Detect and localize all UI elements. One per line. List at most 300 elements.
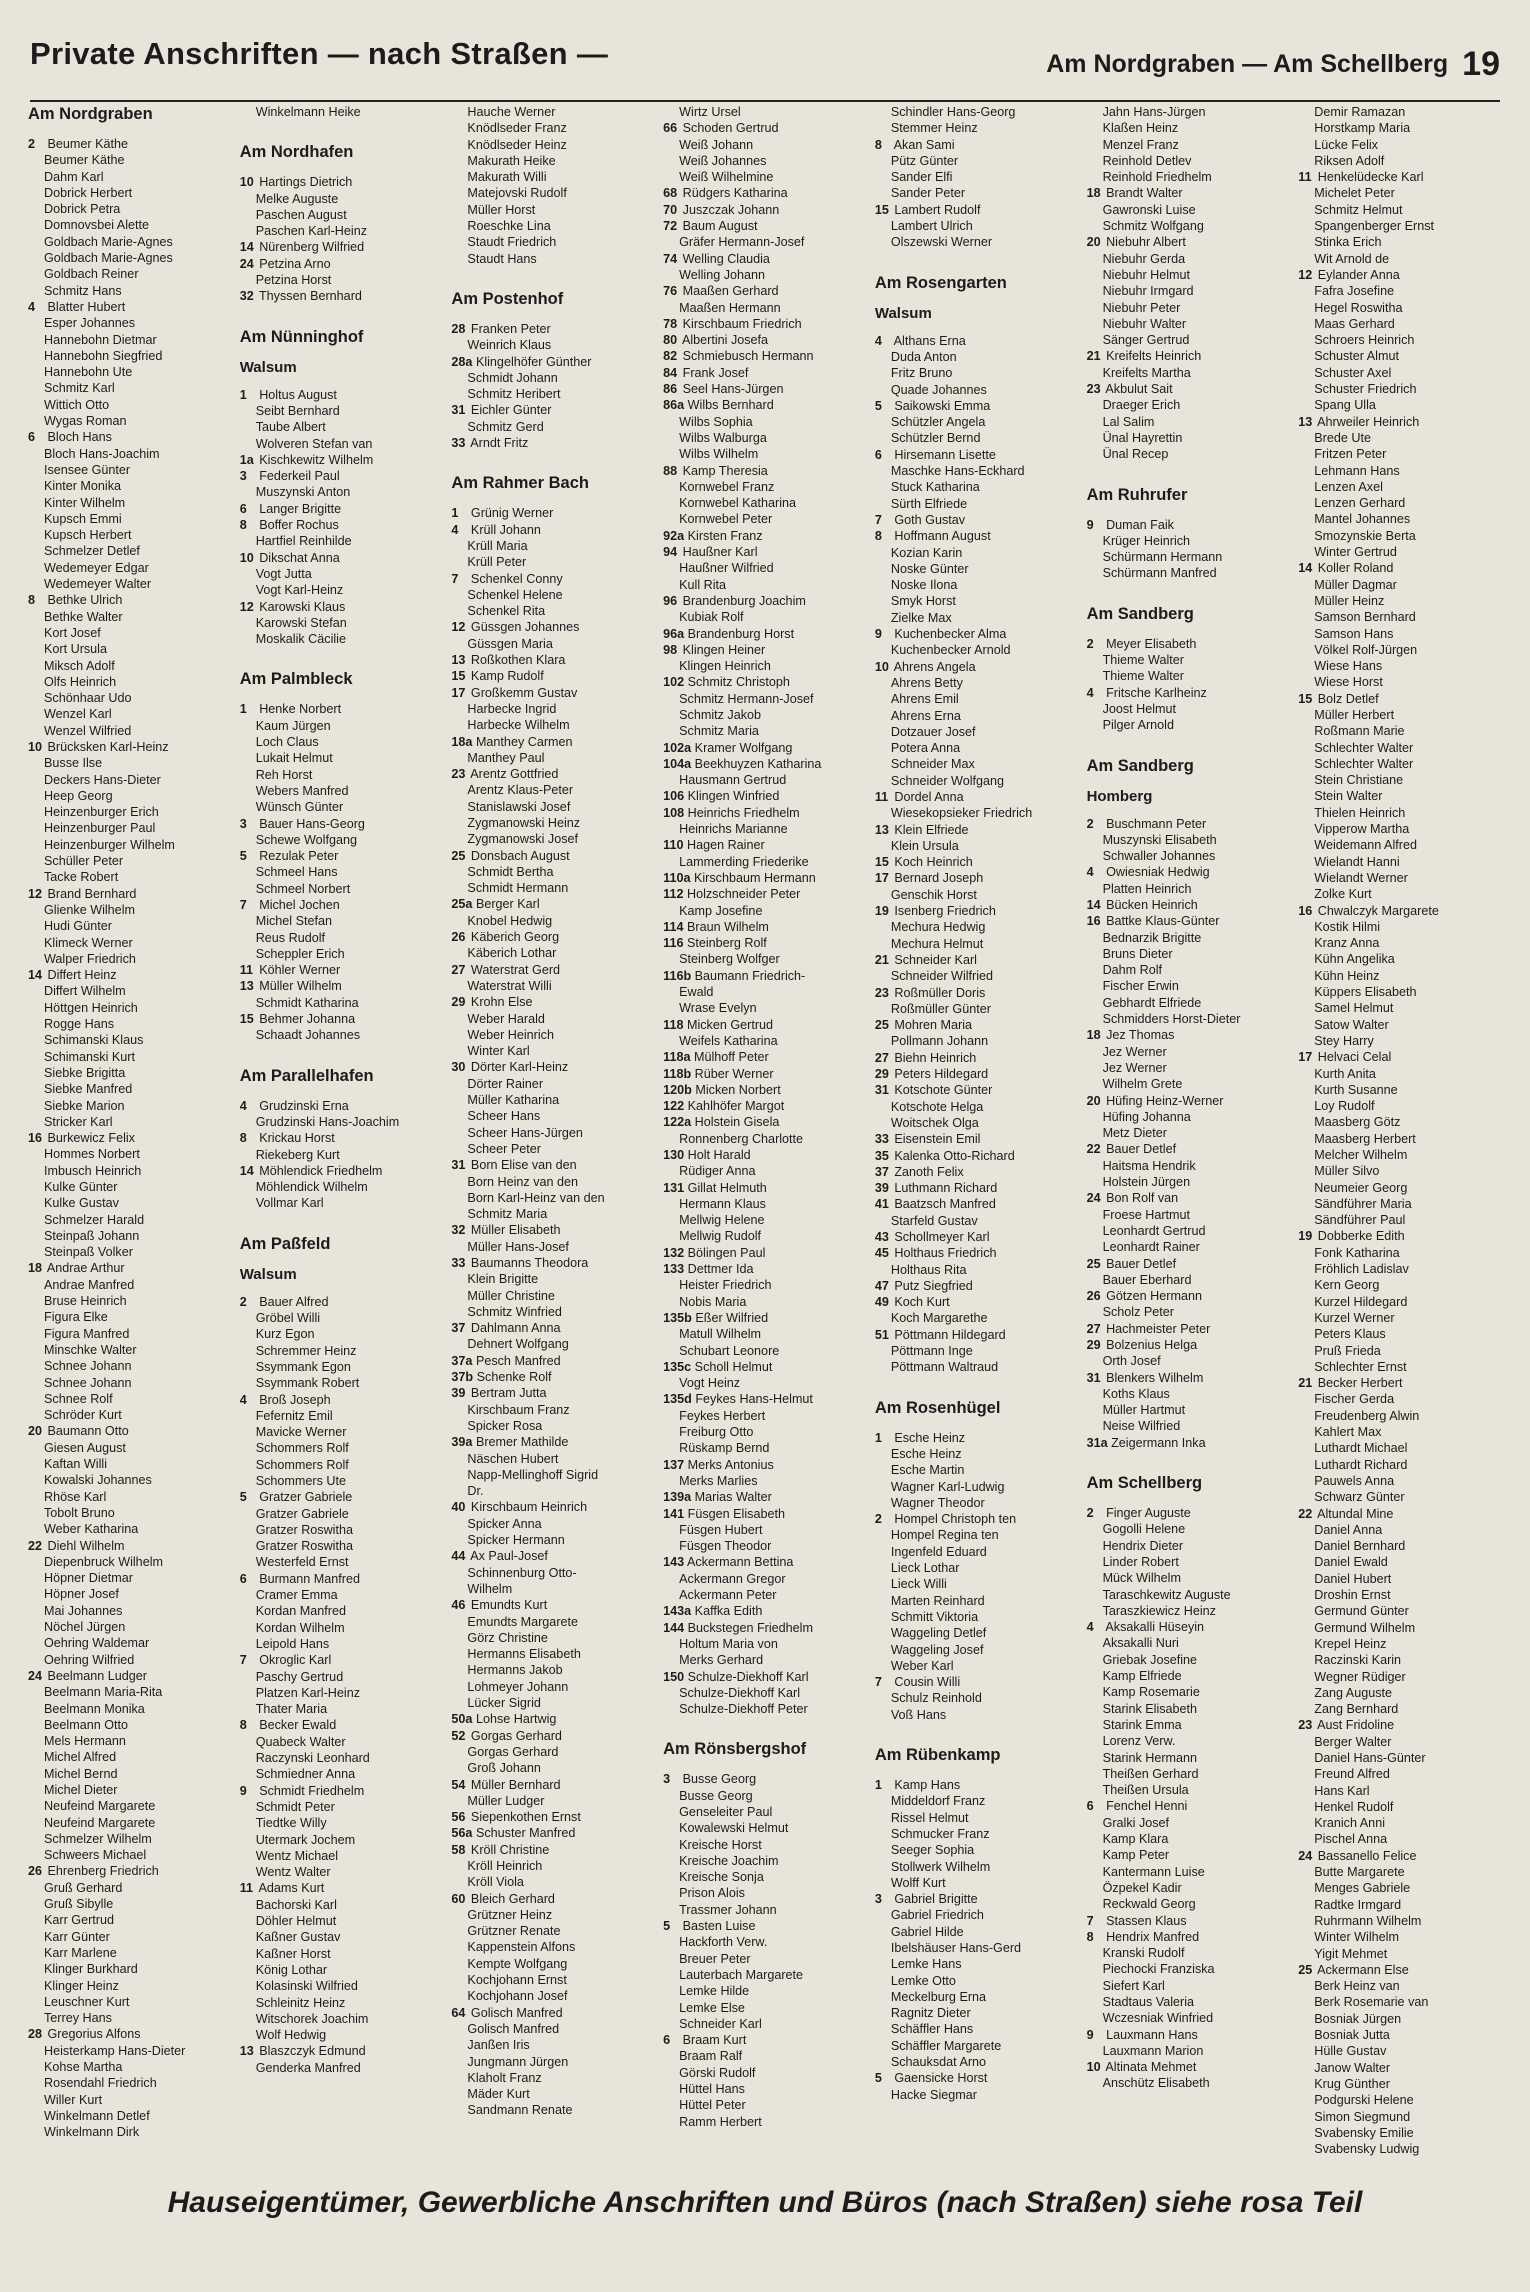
resident-entry (1087, 1044, 1293, 1060)
resident-entry (451, 717, 657, 733)
resident-entry (663, 1033, 869, 1049)
resident-name: Roßmüller Doris (894, 985, 986, 1000)
resident-name: Käberich Lothar (467, 946, 557, 961)
resident-name: Golisch Manfred (467, 2021, 560, 2036)
resident-name: Gralki Josef (1102, 1815, 1170, 1830)
house-number: 37a (451, 1353, 473, 1368)
resident-entry (875, 789, 1081, 805)
resident-name: Wrase Evelyn (679, 1001, 757, 1016)
resident-entry (451, 1646, 657, 1662)
resident-name: Schützler Bernd (890, 431, 981, 446)
resident-entry (875, 1017, 1081, 1033)
resident-entry (451, 1402, 657, 1418)
resident-name: Luthardt Richard (1314, 1457, 1408, 1472)
resident-entry (240, 767, 446, 783)
resident-entry (663, 544, 869, 560)
resident-name: Möhlendick Friedhelm (259, 1163, 383, 1178)
resident-name: Kirsten Franz (687, 528, 763, 543)
resident-name: Gebhardt Elfriede (1102, 995, 1202, 1010)
resident-name: Melke Auguste (255, 191, 339, 206)
house-number: 116b (663, 968, 692, 983)
resident-entry (663, 267, 869, 283)
house-number: 15 (239, 1012, 254, 1027)
street-heading: Am Rahmer Bach (451, 474, 589, 493)
resident-entry (451, 120, 657, 136)
resident-entry (240, 1506, 446, 1522)
resident-entry (240, 566, 446, 582)
house-number: 12 (28, 886, 43, 901)
resident-name: Wittich Otto (44, 397, 110, 412)
resident-name: Beekhuyzen Katharina (694, 756, 822, 771)
resident-entry (451, 1434, 657, 1450)
resident-entry (1298, 1815, 1504, 1831)
resident-name: Müller Dagmar (1314, 577, 1397, 592)
resident-entry (875, 545, 1081, 561)
resident-name: Dikschat Anna (259, 550, 340, 565)
resident-entry (1087, 1929, 1293, 1945)
resident-entry (1298, 1261, 1504, 1277)
resident-name: Sürth Elfriede (890, 496, 968, 511)
street-heading: Am Rönsbergshof (663, 1740, 807, 1759)
resident-name: Schützler Angela (890, 415, 986, 430)
resident-entry (240, 1978, 446, 1994)
resident-name: Taraschkewitz Auguste (1102, 1587, 1231, 1602)
resident-name: Wedemeyer Edgar (44, 560, 149, 575)
resident-entry (875, 2005, 1081, 2021)
resident-entry (875, 1527, 1081, 1543)
resident-entry (451, 815, 657, 831)
resident-name: Näschen Hubert (467, 1451, 559, 1466)
resident-name: Raczynski Leonhard (255, 1751, 370, 1766)
resident-name: Kupsch Emmi (44, 511, 122, 526)
resident-entry (240, 783, 446, 799)
resident-entry (28, 1375, 234, 1391)
resident-entry (1087, 1223, 1293, 1239)
resident-name: Manthey Carmen (475, 734, 573, 749)
resident-entry (663, 120, 869, 136)
resident-name: Schmelzer Wilhelm (44, 1831, 152, 1846)
resident-entry (1298, 381, 1504, 397)
resident-name: Makurath Heike (467, 153, 556, 168)
house-number: 24 (239, 256, 254, 271)
resident-name: Germund Günter (1314, 1604, 1409, 1619)
resident-name: Steinpaß Volker (44, 1245, 133, 1260)
resident-entry (1298, 365, 1504, 381)
resident-entry (28, 217, 234, 233)
resident-name: Imbusch Heinrich (44, 1163, 142, 1178)
resident-name: Reinhold Detlev (1102, 153, 1192, 168)
resident-name: Brandt Walter (1106, 186, 1183, 201)
resident-name: Pöttmann Hildegard (894, 1327, 1006, 1342)
resident-name: Nöchel Jürgen (44, 1620, 126, 1635)
resident-name: Esche Martin (890, 1463, 965, 1478)
resident-entry (240, 978, 446, 994)
house-number: 11 (874, 789, 889, 804)
resident-entry (663, 1310, 869, 1326)
resident-name: Differt Wilhelm (44, 984, 126, 999)
resident-name: Kaftan Willi (44, 1457, 107, 1472)
resident-entry (663, 316, 869, 332)
resident-entry (663, 1603, 869, 1619)
resident-name: Ewald (679, 985, 714, 1000)
resident-entry (1087, 1304, 1293, 1320)
house-number: 104a (663, 756, 692, 771)
resident-entry (451, 435, 657, 451)
resident-name: Weber Harald (467, 1011, 545, 1026)
resident-name: Bloch Hans (47, 430, 112, 445)
resident-entry (1087, 1815, 1293, 1831)
house-number: 86 (663, 382, 678, 397)
resident-name: Rhöse Karl (44, 1489, 107, 1504)
resident-entry (1298, 756, 1504, 772)
resident-name: Becker Herbert (1317, 1376, 1403, 1391)
resident-entry (28, 462, 234, 478)
house-number: 23 (451, 767, 466, 782)
resident-name: Bednarzik Brigitte (1102, 930, 1202, 945)
resident-name: Wolff Kurt (890, 1875, 946, 1890)
resident-name: Schubart Leonore (679, 1343, 780, 1358)
resident-entry (28, 967, 234, 983)
resident-entry (1298, 1359, 1504, 1375)
resident-entry (875, 479, 1081, 495)
resident-entry (663, 674, 869, 690)
resident-entry (451, 1842, 657, 1858)
house-number: 51 (874, 1327, 889, 1342)
resident-entry (451, 218, 657, 234)
resident-entry (663, 1837, 869, 1853)
resident-entry (1087, 1994, 1293, 2010)
resident-name: Micken Norbert (695, 1082, 781, 1097)
resident-name: Nürenberg Wilfried (259, 240, 365, 255)
resident-entry (663, 1902, 869, 1918)
resident-name: Schmitz Hermann-Josef (679, 691, 814, 706)
resident-name: Jez Werner (1102, 1044, 1167, 1059)
resident-entry (451, 668, 657, 684)
resident-entry (1298, 2060, 1504, 2076)
house-number: 130 (663, 1148, 685, 1162)
resident-entry (663, 463, 869, 479)
resident-name: Starink Hermann (1102, 1750, 1198, 1765)
resident-entry (1087, 2010, 1293, 2026)
resident-name: Thater Maria (255, 1702, 328, 1717)
resident-name: Pütz Günter (890, 153, 959, 168)
resident-name: Seeger Sophia (890, 1843, 975, 1858)
resident-name: Sänger Gertrud (1102, 333, 1190, 348)
resident-entry (28, 1815, 234, 1831)
house-number: 133 (663, 1262, 685, 1277)
house-number: 25a (451, 897, 473, 912)
house-number: 74 (663, 251, 678, 266)
resident-name: Marias Walter (694, 1490, 772, 1505)
resident-name: Kahlhöfer Margot (687, 1099, 785, 1114)
resident-name: Dettmer Ida (687, 1262, 754, 1277)
resident-name: Kröll Christine (470, 1842, 550, 1857)
resident-entry (875, 1989, 1081, 2005)
resident-entry (240, 1098, 446, 1114)
resident-name: Spicker Hermann (467, 1533, 565, 1548)
resident-entry (28, 446, 234, 462)
resident-name: Thieme Walter (1102, 669, 1184, 684)
resident-entry (451, 321, 657, 337)
resident-entry (1087, 1603, 1293, 1619)
resident-entry (663, 577, 869, 593)
resident-entry (663, 1522, 869, 1538)
house-number: 8 (1086, 1929, 1094, 1944)
resident-entry (1298, 772, 1504, 788)
resident-entry (451, 1695, 657, 1711)
resident-name: Holzschneider Peter (686, 887, 801, 902)
resident-name: Eisenstein Emil (894, 1132, 981, 1147)
resident-entry (240, 1766, 446, 1782)
resident-entry (1298, 185, 1504, 201)
resident-name: Holstein Gisela (694, 1115, 780, 1130)
resident-entry (451, 1499, 657, 1515)
resident-entry (28, 478, 234, 494)
house-number: 118b (663, 1066, 692, 1081)
resident-entry (240, 1750, 446, 1766)
resident-name: Kühn Heinz (1314, 968, 1380, 983)
resident-name: Hausmann Gertrud (679, 773, 787, 788)
resident-entry (28, 560, 234, 576)
resident-name: Weifels Katharina (679, 1033, 778, 1048)
resident-entry (1298, 642, 1504, 658)
resident-entry (240, 239, 446, 255)
resident-name: Differt Heinz (47, 968, 117, 983)
house-number: 112 (663, 887, 684, 902)
resident-entry (875, 1956, 1081, 1972)
resident-entry (28, 2043, 234, 2059)
street-heading: Am Rosengarten (874, 273, 1007, 292)
resident-name: Andrae Manfred (44, 1277, 135, 1292)
resident-name: Bauer Detlef (1106, 1256, 1177, 1271)
resident-name: Krickau Horst (259, 1131, 335, 1146)
house-number: 122a (663, 1115, 692, 1130)
resident-entry (451, 945, 657, 961)
house-number: 20 (1086, 235, 1101, 250)
resident-name: Zolke Kurt (1314, 887, 1372, 902)
resident-entry (1298, 2141, 1504, 2157)
resident-entry (28, 1929, 234, 1945)
resident-entry (451, 1711, 657, 1727)
resident-entry (875, 2038, 1081, 2054)
resident-entry (1087, 962, 1293, 978)
resident-entry (28, 788, 234, 804)
resident-name: Baumann Otto (47, 1424, 129, 1439)
resident-entry (663, 1701, 869, 1717)
resident-name: Wilhelm Grete (1102, 1077, 1183, 1092)
resident-name: Winter Wilhelm (1314, 1930, 1399, 1945)
resident-entry (663, 414, 869, 430)
house-number: 3 (239, 469, 247, 484)
resident-name: Bölingen Paul (687, 1245, 766, 1260)
resident-entry (1298, 1603, 1504, 1619)
resident-name: Akan Sami (893, 137, 955, 152)
house-number: 15 (874, 855, 889, 870)
resident-entry (1298, 577, 1504, 593)
resident-name: Moskalik Cäcilie (255, 632, 346, 647)
resident-entry (240, 799, 446, 815)
resident-entry (663, 2032, 869, 2048)
resident-name: Hüttel Hans (679, 2082, 745, 2097)
resident-entry (1298, 1489, 1504, 1505)
house-number: 6 (239, 501, 247, 516)
resident-entry (875, 1625, 1081, 1641)
resident-name: Maschke Hans-Eckhard (890, 464, 1025, 479)
resident-name: Kamp Peter (1102, 1848, 1170, 1863)
house-number: 76 (663, 284, 678, 299)
resident-name: Feykes Hans-Helmut (695, 1392, 813, 1407)
resident-entry (1087, 1207, 1293, 1223)
resident-name: Gabriel Brigitte (894, 1892, 978, 1907)
resident-name: Dörter Rainer (467, 1076, 544, 1091)
resident-entry (28, 690, 234, 706)
resident-name: Hüttel Peter (679, 2098, 746, 2113)
resident-name: Steinberg Rolf (686, 936, 767, 951)
resident-name: Möhlendick Wilhelm (255, 1180, 368, 1195)
house-number: 102 (663, 675, 685, 690)
resident-name: Kornwebel Peter (679, 512, 773, 527)
resident-entry (240, 1294, 446, 1310)
resident-entry (875, 447, 1081, 463)
house-number: 135b (663, 1310, 692, 1325)
resident-name: Lorenz Verw. (1102, 1734, 1176, 1749)
resident-name: Gruß Sibylle (44, 1897, 114, 1912)
resident-entry (28, 1277, 234, 1293)
house-number: 19 (874, 904, 889, 919)
resident-entry (240, 1554, 446, 1570)
house-number: 14 (239, 240, 254, 255)
resident-entry (28, 1098, 234, 1114)
resident-name: Winkelmann Detlef (44, 2108, 150, 2123)
resident-name: Paschen August (255, 207, 347, 222)
resident-entry (1298, 397, 1504, 413)
house-number: 11 (1298, 170, 1312, 185)
resident-name: Fröhlich Ladislav (1314, 1262, 1409, 1277)
resident-name: Haußner Karl (682, 545, 758, 560)
resident-name: Steinberg Wolfger (679, 952, 780, 967)
resident-entry (451, 1320, 657, 1336)
resident-name: Daniel Ewald (1314, 1555, 1388, 1570)
resident-entry (1087, 1141, 1293, 1157)
house-number: 135d (663, 1392, 692, 1407)
house-number: 19 (1298, 1229, 1313, 1244)
house-number: 28a (451, 354, 473, 369)
resident-name: Lieck Lothar (890, 1561, 960, 1576)
resident-name: Müller Hartmut (1102, 1403, 1186, 1418)
resident-name: Frank Josef (682, 365, 749, 380)
resident-name: Kalenka Otto-Richard (894, 1148, 1015, 1163)
resident-name: Schinnenburg Otto- (467, 1565, 577, 1580)
resident-entry (663, 560, 869, 576)
resident-name: Samel Helmut (1314, 1001, 1394, 1016)
resident-entry (240, 207, 446, 223)
house-number: 46 (451, 1598, 466, 1613)
resident-name: Grützner Renate (467, 1924, 561, 1939)
resident-entry (875, 1262, 1081, 1278)
resident-name: Froese Hartmut (1102, 1207, 1191, 1222)
resident-name: Thieme Walter (1102, 653, 1184, 668)
resident-entry (663, 756, 869, 772)
resident-entry (1087, 848, 1293, 864)
resident-name: Mellwig Rudolf (679, 1229, 762, 1244)
resident-name: Koch Heinrich (894, 855, 973, 870)
resident-name: Raczinski Karin (1314, 1653, 1402, 1668)
resident-entry (240, 419, 446, 435)
resident-entry (28, 1619, 234, 1635)
resident-name: Neumeier Georg (1314, 1180, 1408, 1195)
house-number: 43 (874, 1230, 889, 1244)
resident-entry (875, 1658, 1081, 1674)
resident-name: Platten Heinrich (1102, 881, 1192, 896)
resident-entry (1298, 723, 1504, 739)
resident-name: Döhler Helmut (255, 1914, 337, 1929)
resident-name: Fonk Katharina (1314, 1245, 1400, 1260)
resident-name: Siebke Manfred (44, 1082, 133, 1097)
resident-name: Kull Rita (679, 577, 727, 592)
resident-name: Schmidt Johann (467, 370, 558, 385)
resident-name: Harbecke Ingrid (467, 701, 557, 716)
resident-entry (1087, 365, 1293, 381)
resident-name: Hermann Klaus (679, 1196, 766, 1211)
resident-entry (451, 978, 657, 994)
resident-entry (451, 185, 657, 201)
resident-entry (663, 2065, 869, 2081)
resident-entry (1087, 251, 1293, 267)
resident-name: Baum August (682, 219, 758, 234)
resident-name: Beelmann Maria-Rita (44, 1685, 163, 1700)
resident-entry (1087, 185, 1293, 201)
resident-entry (451, 685, 657, 701)
resident-name: Baatzsch Manfred (894, 1197, 996, 1212)
resident-entry (28, 935, 234, 951)
resident-entry (663, 1359, 869, 1375)
resident-name: Metz Dieter (1102, 1126, 1167, 1141)
resident-name: Bruse Heinrich (44, 1294, 127, 1309)
resident-entry (875, 2087, 1081, 2103)
house-number: 80 (663, 333, 678, 348)
resident-name: Kröll Viola (467, 1875, 524, 1890)
resident-name: Klein Elfriede (894, 822, 969, 837)
house-number: 14 (1086, 897, 1101, 912)
resident-entry (451, 1744, 657, 1760)
resident-entry (663, 1457, 869, 1473)
resident-name: Spicker Rosa (467, 1418, 543, 1433)
resident-name: Beelmann Ludger (47, 1668, 147, 1683)
house-number: 60 (451, 1891, 466, 1906)
resident-name: Michel Dieter (44, 1782, 118, 1797)
resident-name: Leipold Hans (255, 1636, 330, 1651)
resident-name: Krepel Heinz (1314, 1636, 1387, 1651)
district-heading: Walsum (874, 304, 932, 322)
resident-entry (1087, 1684, 1293, 1700)
resident-entry (451, 782, 657, 798)
resident-name: Beelmann Monika (44, 1701, 145, 1716)
resident-name: Fritsche Karlheinz (1106, 685, 1207, 700)
resident-name: Zang Auguste (1314, 1685, 1393, 1700)
resident-name: Hoffmann August (894, 529, 991, 544)
resident-name: Mavicke Werner (255, 1425, 347, 1440)
resident-entry (663, 2000, 869, 2016)
resident-entry (663, 1408, 869, 1424)
resident-entry (1087, 913, 1293, 929)
resident-entry (875, 919, 1081, 935)
resident-name: Holtus August (259, 387, 337, 402)
resident-entry (1087, 1782, 1293, 1798)
resident-name: Gorgas Gerhard (470, 1728, 562, 1743)
resident-entry (875, 1196, 1081, 1212)
house-number: 17 (1298, 1050, 1313, 1065)
resident-name: Meyer Elisabeth (1106, 636, 1197, 651)
